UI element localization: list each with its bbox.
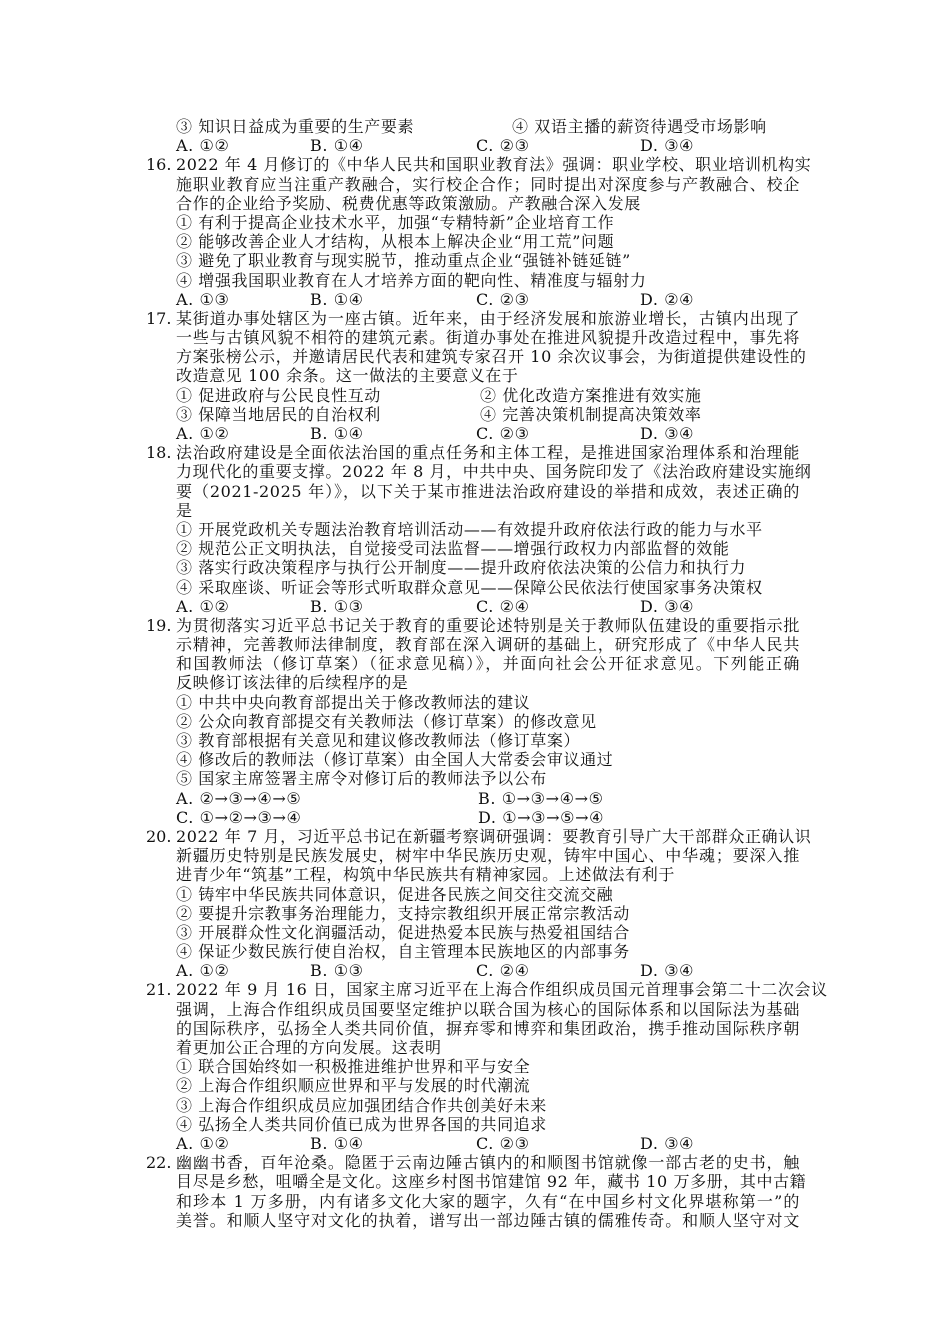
stem-line: 2022 年 9 月 16 日，国家主席习近平在上海合作组织成员国元首理事会第二十二次会议	[176, 980, 828, 1000]
stem-line: 示精神，完善教师法律制度，教育部在深入调研的基础上，研究形成了《中华人民共	[176, 635, 800, 655]
stem-line: 为贯彻落实习近平总书记关于教育的重要论述特别是关于教师队伍建设的重要指示批	[176, 615, 800, 635]
statement-row	[176, 117, 800, 136]
statement-3: ③ 开展群众性文化润疆活动，促进热爱本民族与热爱祖国结合	[176, 922, 630, 942]
stem-line: 力现代化的重要支撑。2022 年 8 月，中共中央、国务院印发了《法治政府建设实施纲	[176, 462, 812, 482]
question-number: 18.	[146, 443, 172, 463]
statement-3: ③ 教育部根据有关意见和建议修改教师法（修订草案）	[176, 731, 581, 750]
option-c: C. ①→②→③→④	[176, 807, 302, 827]
stem-line: 要（2021-2025 年）》，以下关于某市推进法治政府建设的举措和成效，表述正确的	[176, 481, 800, 501]
stem-line: 强调，上海合作组织成员国要坚定维护以联合国为核心的国际体系和以国际法为基础	[176, 999, 800, 1019]
statement-4: ④ 弘扬全人类共同价值已成为世界各国的共同追求	[176, 1114, 547, 1134]
option-c: C. ②③	[476, 424, 530, 443]
option-b: B. ①→③→④→⑤	[478, 788, 604, 808]
option-b: B. ①④	[310, 136, 364, 156]
stem-line: 和国教师法（修订草案）（征求意见稿）》，并面向社会公开征求意见。下列能正确	[176, 654, 800, 674]
statement-5: ⑤ 国家主席签署主席令对修订后的教师法予以公布	[176, 769, 547, 789]
stem-line: 法治政府建设是全面依法治国的重点任务和主体工程，是推进国家治理体系和治理能	[176, 443, 800, 463]
option-d: D. ③④	[640, 961, 695, 981]
stem-line: 是	[176, 500, 193, 520]
statement-4: ④ 采取座谈、听证会等形式听取群众意见——保障公民依法行使国家事务决策权	[176, 577, 763, 597]
option-c: C. ②③	[476, 289, 530, 309]
option-c: C. ②③	[476, 136, 530, 156]
option-c: C. ②④	[476, 596, 530, 616]
exam-page-content	[146, 117, 828, 1230]
options-row	[176, 789, 800, 808]
option-b: B. ①④	[310, 1133, 364, 1153]
option-a: A. ①②	[176, 961, 230, 981]
option-d: D. ③④	[640, 596, 695, 616]
statement-2: ② 上海合作组织顺应世界和平与发展的时代潮流	[176, 1076, 531, 1096]
statement-1: ① 开展党政机关专题法治教育培训活动——有效提升政府依法行政的能力与水平	[176, 519, 763, 539]
option-a: A. ①②	[176, 424, 230, 443]
stem-line: 某街道办事处辖区为一座古镇。近年来，由于经济发展和旅游业增长，古镇内出现了	[176, 308, 800, 328]
option-a: A. ①③	[176, 289, 230, 309]
stem-line: 一些与古镇风貌不相符的建筑元素。街道办事处在推进风貌提升改造过程中，事先将	[176, 328, 800, 348]
stem-line: 目尽是乡愁，咀嚼全是文化。这座乡村图书馆建馆 92 年，藏书 10 万多册，其中古籍	[176, 1172, 807, 1192]
statement-2: ② 优化改造方案推进有效实施	[480, 385, 702, 405]
statement-1: ① 铸牢中华民族共同体意识，促进各民族之间交往交流交融	[176, 884, 614, 904]
question-number: 16.	[146, 155, 172, 175]
option-a: A. ②→③→④→⑤	[176, 788, 302, 808]
option-a: A. ①②	[176, 596, 230, 616]
option-c: C. ②③	[476, 1133, 530, 1153]
options-row	[176, 136, 800, 155]
stem-line: 反映修订该法律的后续程序的是	[176, 673, 409, 693]
statement-1: ① 有利于提高企业技术水平，加强“专精特新”企业培育工作	[176, 212, 615, 232]
stem-line: 进青少年“筑基”工程，构筑中华民族共有精神家园。上述做法有利于	[176, 865, 675, 885]
statement-3: ③ 避免了职业教育与现实脱节，推动重点企业“强链补链延链”	[176, 251, 631, 271]
options-row	[176, 808, 800, 827]
statement-4: ④ 修改后的教师法（修订草案）由全国人大常委会审议通过	[176, 750, 614, 770]
option-d: D. ③④	[640, 136, 695, 156]
statement-3: ③ 知识日益成为重要的生产要素	[176, 117, 415, 136]
options-row	[176, 597, 800, 616]
options-row	[176, 424, 800, 443]
stem-line: 合作的企业给予奖励、税费优惠等政策激励。产教融合深入发展	[176, 193, 641, 213]
question-number: 17.	[146, 308, 172, 328]
stem-line: 的国际秩序，弘扬全人类共同价值，摒弃零和博弈和集团政治，携手推动国际秩序朝	[176, 1018, 800, 1038]
stem-line: 2022 年 4 月修订的《中华人民共和国职业教育法》强调：职业学校、职业培训机构实	[176, 155, 812, 175]
statement-3: ③ 落实行政决策程序与执行公开制度——提升政府依法决策的公信力和执行力	[176, 558, 747, 578]
stem-line: 改造意见 100 余条。这一做法的主要意义在于	[176, 366, 519, 386]
option-d: D. ①→③→⑤→④	[478, 807, 605, 827]
question-number: 22.	[146, 1153, 172, 1173]
statement-3: ③ 上海合作组织成员应加强团结合作共创美好未来	[176, 1095, 547, 1115]
question-19	[146, 615, 800, 827]
question-16	[146, 155, 812, 309]
stem-line: 方案张榜公示，并邀请居民代表和建筑专家召开 10 余次议事会，为街道提供建设性的	[176, 347, 807, 367]
option-a: A. ①②	[176, 136, 230, 156]
statement-4: ④ 保证少数民族行使自治权，自主管理本民族地区的内部事务	[176, 942, 630, 962]
statement-4: ④ 双语主播的薪资待遇受市场影响	[512, 117, 767, 136]
statement-row	[176, 386, 800, 405]
question-17	[146, 308, 807, 443]
stem-line: 新疆历史特别是民族发展史，树牢中华民族历史观，铸牢中国心、中华魂；要深入推	[176, 846, 800, 866]
statement-2: ② 要提升宗教事务治理能力，支持宗教组织开展正常宗教活动	[176, 903, 630, 923]
options-row	[176, 290, 800, 309]
option-c: C. ②④	[476, 961, 530, 981]
statement-2: ② 规范公正文明执法，自觉接受司法监督——增强行政权力内部监督的效能	[176, 539, 730, 559]
question-20	[146, 826, 812, 981]
question-21	[146, 980, 828, 1153]
stem-line: 2022 年 7 月，习近平总书记在新疆考察调研强调：要教育引导广大干部群众正确认识	[176, 826, 812, 846]
stem-line: 着更加公正合理的方向发展。这表明	[176, 1038, 442, 1057]
stem-line: 幽幽书香，百年沧桑。隐匿于云南边陲古镇内的和顺图书馆就像一部古老的史书，触	[176, 1153, 800, 1173]
option-b: B. ①③	[310, 961, 364, 981]
stem-line: 施职业教育应当注重产教融合，实行校企合作；同时提出对深度参与产教融合、校企	[176, 174, 800, 194]
question-number: 21.	[146, 980, 172, 1000]
statement-2: ② 公众向教育部提交有关教师法（修订草案）的修改意见	[176, 711, 597, 731]
option-b: B. ①④	[310, 424, 364, 443]
question-22	[146, 1153, 807, 1230]
option-d: D. ③④	[640, 424, 695, 443]
option-b: B. ①③	[310, 596, 364, 616]
statement-3: ③ 保障当地居民的自治权利	[176, 404, 381, 424]
statement-1: ① 联合国始终如一积极推进维护世界和平与安全	[176, 1057, 531, 1077]
statement-1: ① 中共中央向教育部提出关于修改教师法的建议	[176, 692, 531, 712]
statement-row	[176, 405, 800, 424]
option-d: D. ②④	[640, 289, 695, 309]
statement-2: ② 能够改善企业人才结构，从根本上解决企业“用工荒”问题	[176, 232, 615, 252]
statement-1: ① 促进政府与公民良性互动	[176, 385, 381, 405]
option-a: A. ①②	[176, 1133, 230, 1153]
question-18	[146, 443, 812, 616]
question-15-continued	[176, 117, 800, 155]
statement-4: ④ 完善决策机制提高决策效率	[480, 404, 702, 424]
option-b: B. ①④	[310, 289, 364, 309]
stem-line: 和珍本 1 万多册，内有诸多文化大家的题字，久有“在中国乡村文化界堪称第一”的	[176, 1191, 800, 1211]
stem-line: 美誉。和顺人坚守对文化的执着，谱写出一部边陲古镇的儒雅传奇。和顺人坚守对文	[176, 1210, 800, 1230]
option-d: D. ③④	[640, 1133, 695, 1153]
question-number: 19.	[146, 615, 172, 635]
options-row	[176, 961, 800, 980]
options-row	[176, 1134, 800, 1153]
statement-4: ④ 增强我国职业教育在人才培养方面的靶向性、精准度与辐射力	[176, 270, 647, 290]
question-number: 20.	[146, 826, 172, 846]
